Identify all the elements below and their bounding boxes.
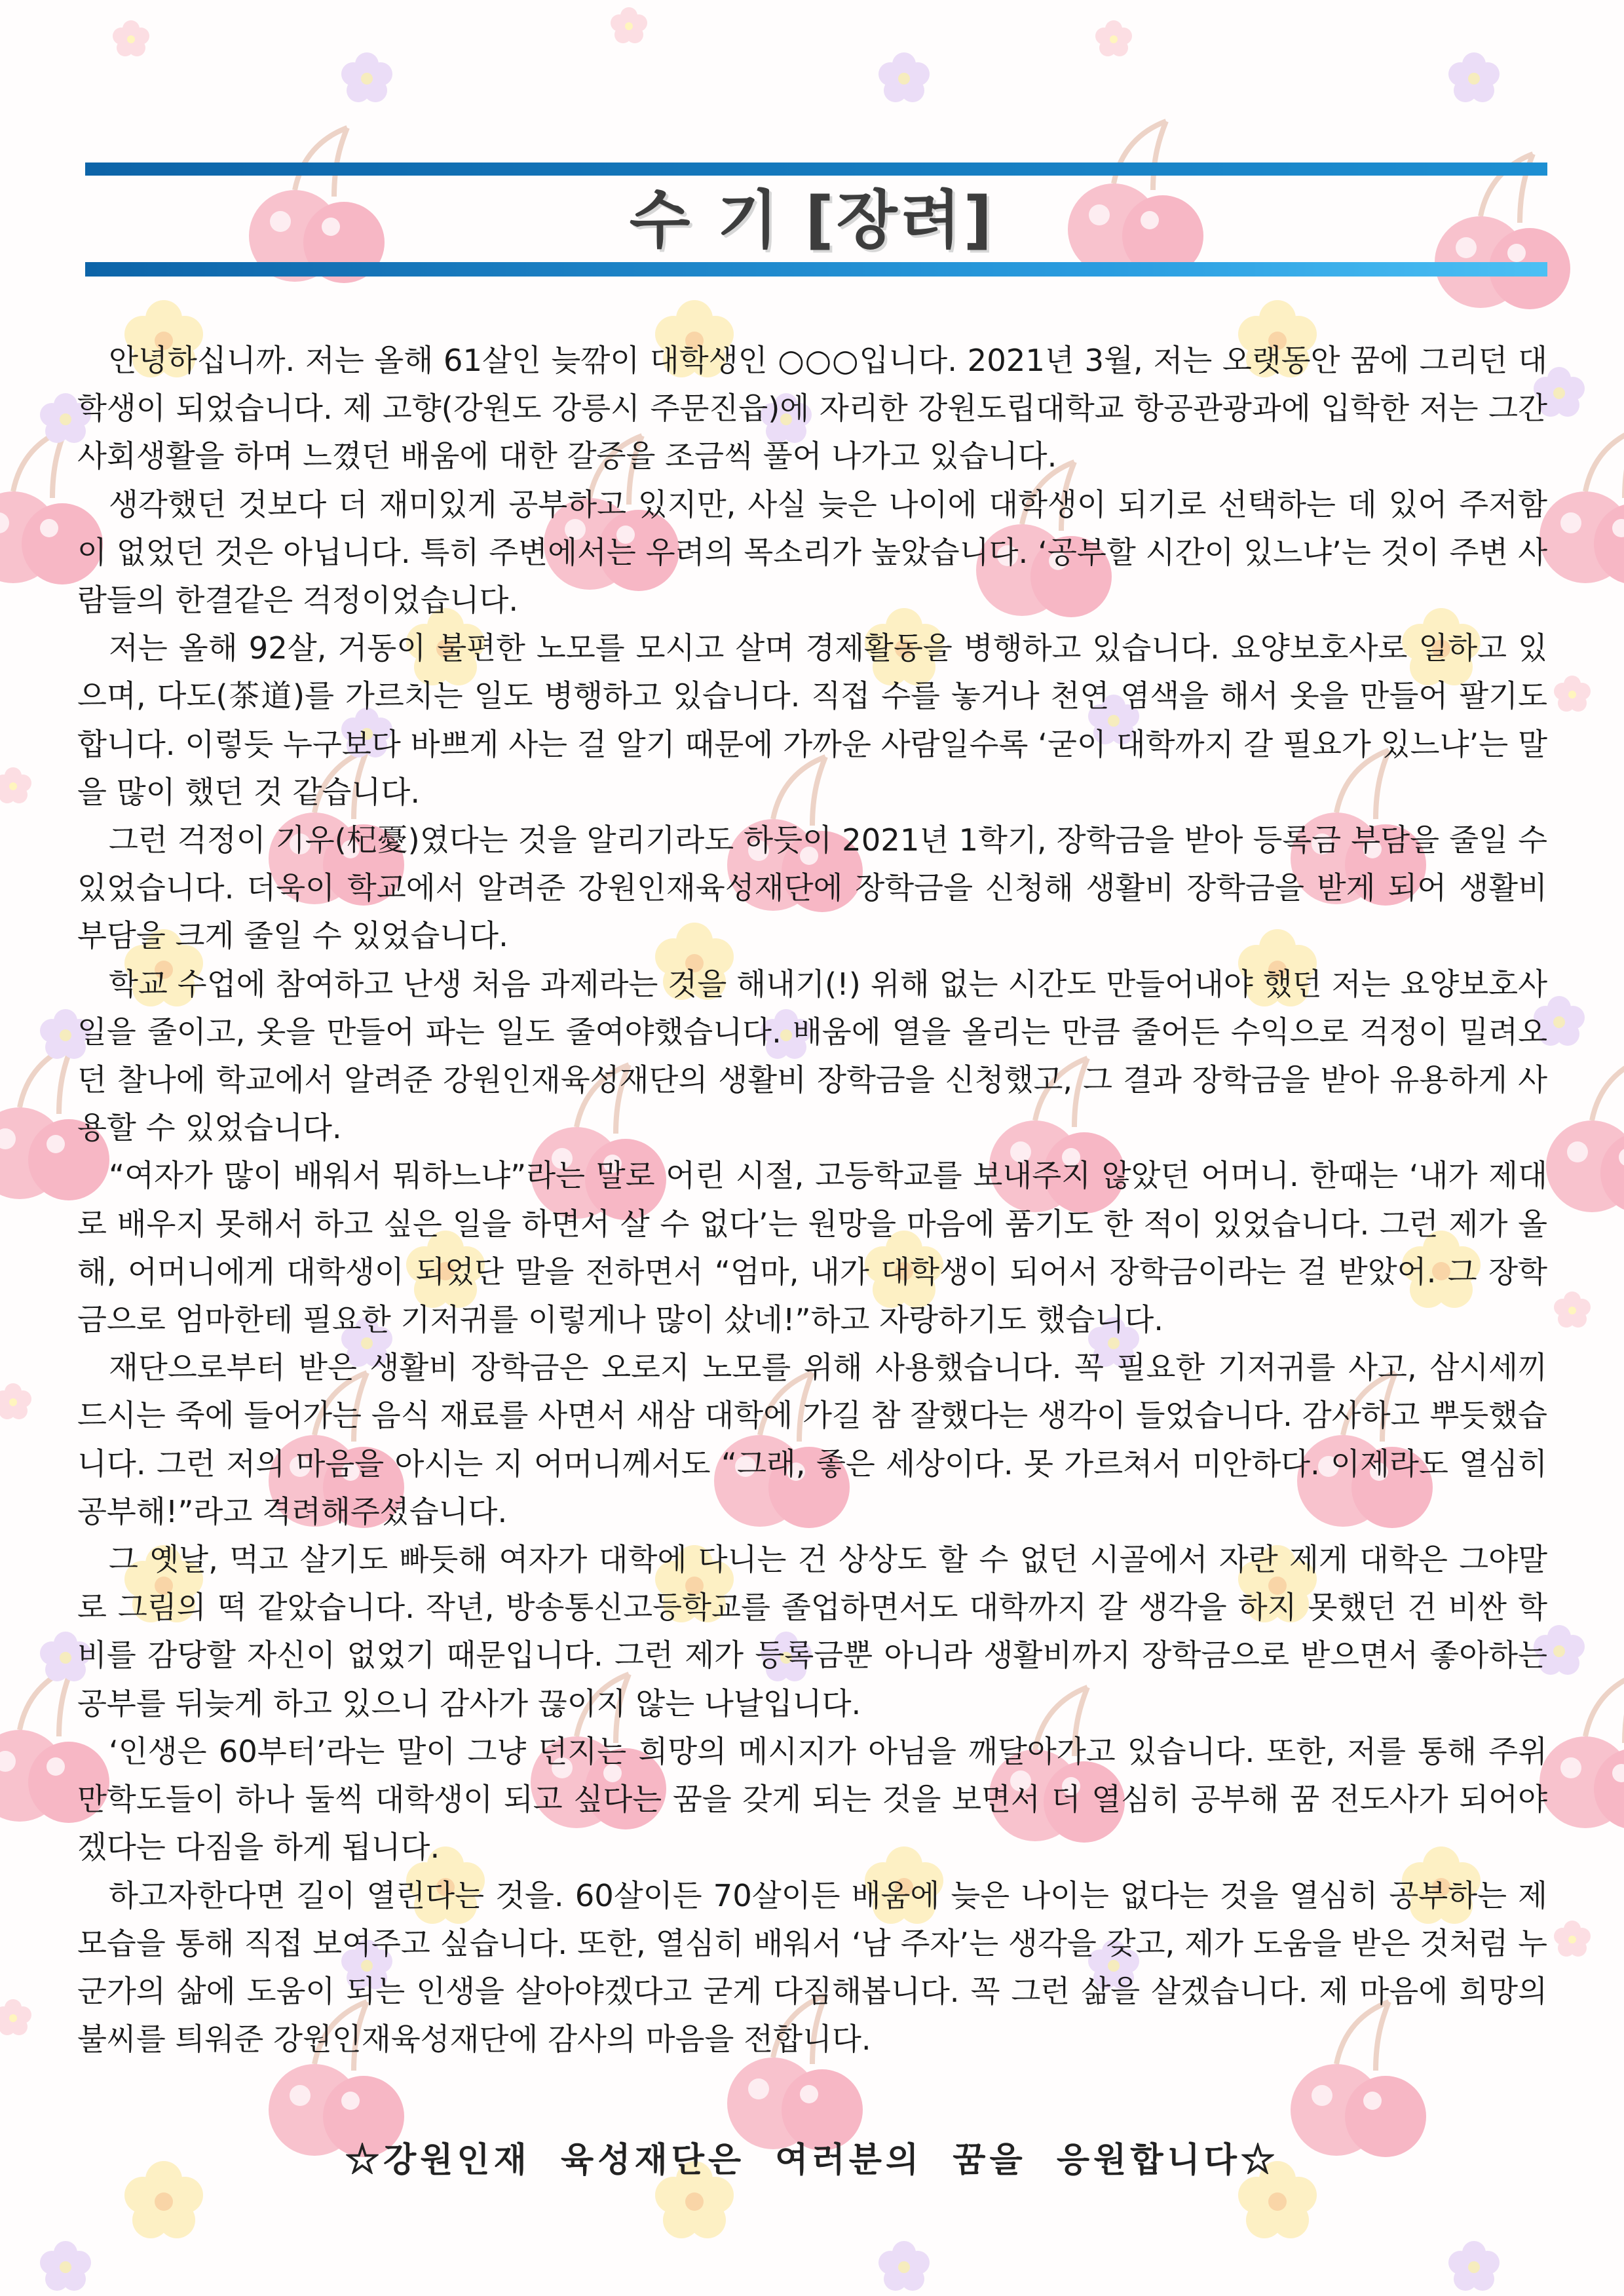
paragraph: 그 옛날, 먹고 살기도 빠듯해 여자가 대학에 다니는 건 상상도 할 수 없던 시골에서 자란 제게 대학은 그야말로 그림의 떡 같았습니다. 작년, 방송통신고등학교를 졸업하면서도 대학까지 갈 생각을 하지 못했던 건 비싼 학비를 감당할 자신이 없었기 때문입니다. 그런 제가 등록금뿐 아니라 생활비까지 장학금으로 받으면서 좋아하는 공부를 뒤늦게 하고 있으니 감사가 끊이지 않는 나날입니다. bbox=[77, 1542, 1547, 1721]
paragraph: 생각했던 것보다 더 재미있게 공부하고 있지만, 사실 늦은 나이에 대학생이 되기로 선택하는 데 있어 주저함이 없었던 것은 아닙니다. 특히 주변에서는 우려의 목소리가 높았습니다. ‘공부할 시간이 있느냐’는 것이 주변 사람들의 한결같은 걱정이었습니다. bbox=[77, 486, 1547, 619]
title-bar-bottom bbox=[85, 262, 1547, 277]
footer-slogan: ☆강원인재 육성재단은 여러분의 꿈을 응원합니다☆ bbox=[345, 2140, 1279, 2180]
paragraph: 재단으로부터 받은 생활비 장학금은 오로지 노모를 위해 사용했습니다. 꼭 필요한 기저귀를 사고, 삼시세끼 드시는 죽에 들어가는 음식 재료를 사면서 새삼 대학에 가길 참 잘했다는 생각이 들었습니다. 감사하고 뿌듯했습니다. 그런 저의 마음을 아시는 지 어머니께서도 “그래, 좋은 세상이다. 못 가르쳐서 미안하다. 이제라도 열심히 공부해!”라고 격려해주셨습니다. bbox=[77, 1350, 1547, 1529]
paragraph: 저는 올해 92살, 거동이 불편한 노모를 모시고 살며 경제활동을 병행하고 있습니다. 요양보호사로 일하고 있으며, 다도(茶道)를 가르치는 일도 병행하고 있습니다. 직접 수를 놓거나 천연 염색을 해서 옷을 만들어 팔기도 합니다. 이렇듯 누구보다 바쁘게 사는 걸 알기 때문에 가까운 사람일수록 ‘굳이 대학까지 갈 필요가 있느냐’는 말을 많이 했던 것 같습니다. bbox=[77, 630, 1547, 810]
paragraph: ‘인생은 60부터’라는 말이 그냥 던지는 희망의 메시지가 아님을 깨달아가고 있습니다. 또한, 저를 통해 주위 만학도들이 하나 둘씩 대학생이 되고 싶다는 꿈을 갖게 되는 것을 보면서 더 열심히 공부해 꿈 전도사가 되어야겠다는 다짐을 하게 됩니다. bbox=[77, 1733, 1547, 1866]
title-bar-top bbox=[85, 163, 1547, 176]
paragraph: 하고자한다면 길이 열린다는 것을. 60살이든 70살이든 배움에 늦은 나이는 없다는 것을 열심히 공부하는 제 모습을 통해 직접 보여주고 싶습니다. 또한, 열심히 배워서 ‘남 주자’는 생각을 갖고, 제가 도움을 받은 것처럼 누군가의 삶에 도움이 되는 인생을 살아야겠다고 굳게 다짐해봅니다. 꼭 그런 삶을 살겠습니다. 제 마음에 희망의 불씨를 틔워준 강원인재육성재단에 감사의 마음을 전합니다. bbox=[77, 1877, 1547, 2057]
page-title: 수 기 [장려] bbox=[629, 183, 995, 257]
paragraph: 학교 수업에 참여하고 난생 처음 과제라는 것을 해내기(!) 위해 없는 시간도 만들어내야 했던 저는 요양보호사 일을 줄이고, 옷을 만들어 파는 일도 줄여야했습니다. 배움에 열을 올리는 만큼 줄어든 수익으로 걱정이 밀려오던 찰나에 학교에서 알려준 강원인재육성재단의 생활비 장학금을 신청했고, 그 결과 장학금을 받아 유용하게 사용할 수 있었습니다. bbox=[77, 966, 1547, 1146]
essay-body bbox=[77, 337, 1547, 2063]
paragraph: 안녕하십니까. 저는 올해 61살인 늦깎이 대학생인 ○○○입니다. 2021년 3월, 저는 오랫동안 꿈에 그리던 대학생이 되었습니다. 제 고향(강원도 강릉시 주문진읍)에 자리한 강원도립대학교 항공관광과에 입학한 저는 그간 사회생활을 하며 느꼈던 배움에 대한 갈증을 조금씩 풀어 나가고 있습니다. bbox=[77, 343, 1547, 474]
paragraph: 그런 걱정이 기우(杞憂)였다는 것을 알리기라도 하듯이 2021년 1학기, 장학금을 받아 등록금 부담을 줄일 수 있었습니다. 더욱이 학교에서 알려준 강원인재육성재단에 장학금을 신청해 생활비 장학금을 받게 되어 생활비 부담을 크게 줄일 수 있었습니다. bbox=[77, 822, 1547, 954]
paragraph: “여자가 많이 배워서 뭐하느냐”라는 말로 어린 시절, 고등학교를 보내주지 않았던 어머니. 한때는 ‘내가 제대로 배우지 못해서 하고 싶은 일을 하면서 살 수 없다’는 원망을 마음에 품기도 한 적이 있었습니다. 그런 제가 올해, 어머니에게 대학생이 되었단 말을 전하면서 “엄마, 내가 대학생이 되어서 장학금이라는 걸 받았어. 그 장학금으로 엄마한테 필요한 기저귀를 이렇게나 많이 샀네!”하고 자랑하기도 했습니다. bbox=[77, 1158, 1547, 1338]
